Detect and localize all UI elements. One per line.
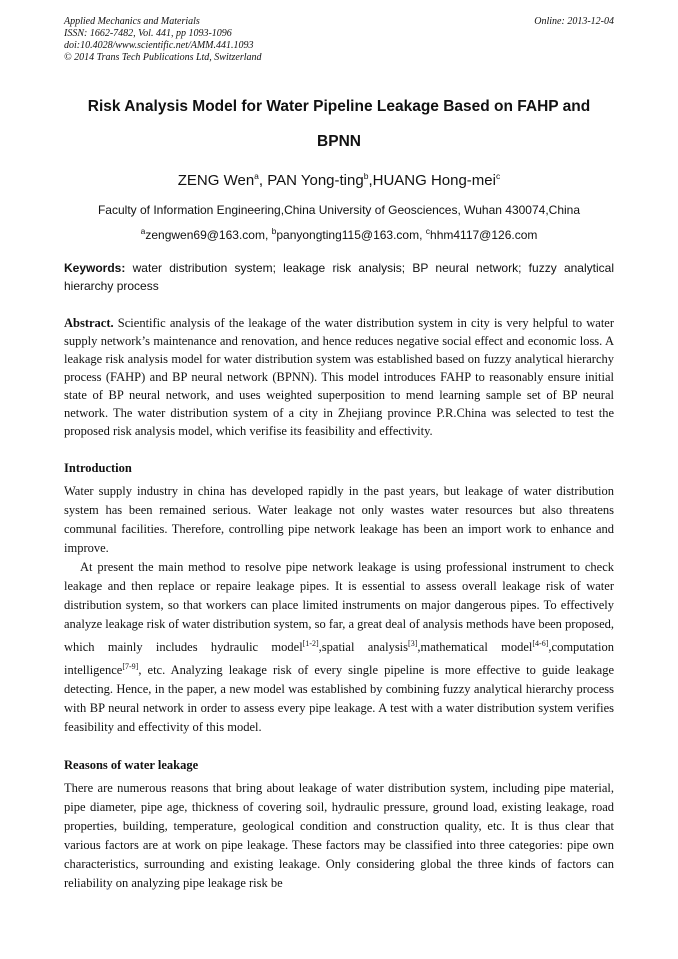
keywords bbox=[64, 259, 614, 295]
author-sup: c bbox=[495, 171, 501, 181]
abstract-text: Scientific analysis of the leakage of the water distribution system in city is very helpful to water supply network’s maintenance and renovation, and hence reduces negative social effect and economic loss. A leakage risk analysis model for water distribution system was established based on fuzzy analytical hierarchy process (FAHP) and BP neural network (BPNN). This model introduces FAHP to reasonably ensure initial state of BP neural network, and uses weighted superposition to mend learning sample set of BP neural network. The water distribution system of a city in Zhejiang province P.R.China was selected to test the proposed risk analysis model, which verifise its feasibility and effectivity. bbox=[64, 316, 614, 438]
intro-p2-text: , etc. Analyzing leakage risk of every single pipeline is more effective to guide leakage detecting. Hence, in the paper, a new model was established by combining fuzzy analytical hierarchy process with BP neural network in order to assess every pipe leakage. A test with a water distribution system verifies feasibility and effectivity of this model. bbox=[64, 663, 614, 735]
intro-heading: Introduction bbox=[64, 461, 132, 475]
issn-line: ISSN: 1662-7482, Vol. 441, pp 1093-1096 bbox=[64, 28, 232, 39]
email-address: panyongting115@163.com bbox=[276, 228, 420, 242]
keywords-text: water distribution system; leakage risk analysis; BP neural network; fuzzy analytical hierarchy process bbox=[64, 261, 614, 293]
intro-p2-text: ,computation intelligence bbox=[64, 640, 615, 678]
abstract-label: Abstract. bbox=[64, 316, 114, 330]
online-date: Online: 2013-12-04 bbox=[534, 16, 614, 27]
email-sup: c bbox=[425, 226, 431, 236]
journal-info bbox=[64, 16, 262, 64]
intro-p2-text: ,spatial analysis bbox=[318, 640, 409, 655]
citation-ref: [3] bbox=[408, 639, 418, 648]
citation-ref: [4-6] bbox=[532, 639, 549, 648]
author-name: HUANG Hong-mei bbox=[372, 172, 496, 189]
abstract bbox=[64, 314, 614, 440]
email-sep: , bbox=[419, 228, 426, 242]
intro-p2-text: ,mathematical model bbox=[417, 640, 533, 655]
email-sup: a bbox=[140, 226, 146, 236]
copyright-line: © 2014 Trans Tech Publications Ltd, Switzerland bbox=[64, 52, 262, 63]
intro-paragraph-2 bbox=[64, 558, 614, 737]
intro-paragraph-1: Water supply industry in china has developed rapidly in the past years, but leakage of water distribution system has been remained serious. Water leakage not only wastes water resources but also threatens communal facilities. Therefore, controlling pipe network leakage has been an import work to enhance and improve. bbox=[64, 484, 614, 555]
author-name: ZENG Wen bbox=[177, 172, 255, 189]
email-address: hhm4117@126.com bbox=[430, 228, 538, 242]
keywords-label: Keywords: bbox=[64, 261, 126, 275]
citation-ref: [1-2] bbox=[302, 639, 319, 648]
author-sup: a bbox=[254, 171, 259, 181]
email-list bbox=[64, 226, 614, 242]
author-sep: , bbox=[258, 172, 268, 189]
author-sep: , bbox=[368, 172, 373, 189]
author-list bbox=[64, 171, 614, 189]
author-sup: b bbox=[363, 171, 369, 181]
email-address: zengwen69@163.com bbox=[145, 228, 265, 242]
reasons-paragraph-1: There are numerous reasons that bring about leakage of water distribution system, including pipe material, pipe diameter, pipe age, thickness of covering soil, hydraulic pressure, ground load, existing leakage, road properties, building, temperature, geological condition and construction quality, etc. It is thus clear that various factors are at work on pipe leakage. These factors may be classified into three categories: pipe own characteristics, surrounding and existing leakage. Only considering global the three kinds of factors can reliability on analyzing pipe leakage risk be bbox=[64, 781, 614, 891]
author-name: PAN Yong-ting bbox=[267, 172, 364, 189]
paper-title: Risk Analysis Model for Water Pipeline Leakage Based on FAHP and BPNN bbox=[87, 98, 591, 150]
journal-name: Applied Mechanics and Materials bbox=[64, 16, 200, 27]
intro-p2-text: At present the main method to resolve pipe network leakage is using professional instrument to check leakage and then replace or repaire leakage pipes. It is essential to assess overall leakage risk of water distribution system, so that workers can place limited instruments on major dangerous pipes. To effectively analyze leakage risk of water distribution system, so far, a great deal of analysis methods have been proposed, which mainly includes hydraulic model bbox=[64, 560, 615, 655]
email-sep: , bbox=[264, 228, 272, 242]
affiliation: Faculty of Information Engineering,China University of Geosciences, Wuhan 430074,China bbox=[97, 203, 581, 217]
citation-ref: [7-9] bbox=[122, 662, 139, 672]
doi-line: doi:10.4028/www.scientific.net/AMM.441.1093 bbox=[64, 40, 254, 51]
email-sup: b bbox=[271, 226, 277, 236]
header-meta bbox=[64, 16, 614, 64]
reasons-heading: Reasons of water leakage bbox=[64, 758, 199, 773]
paper-page bbox=[64, 16, 614, 893]
